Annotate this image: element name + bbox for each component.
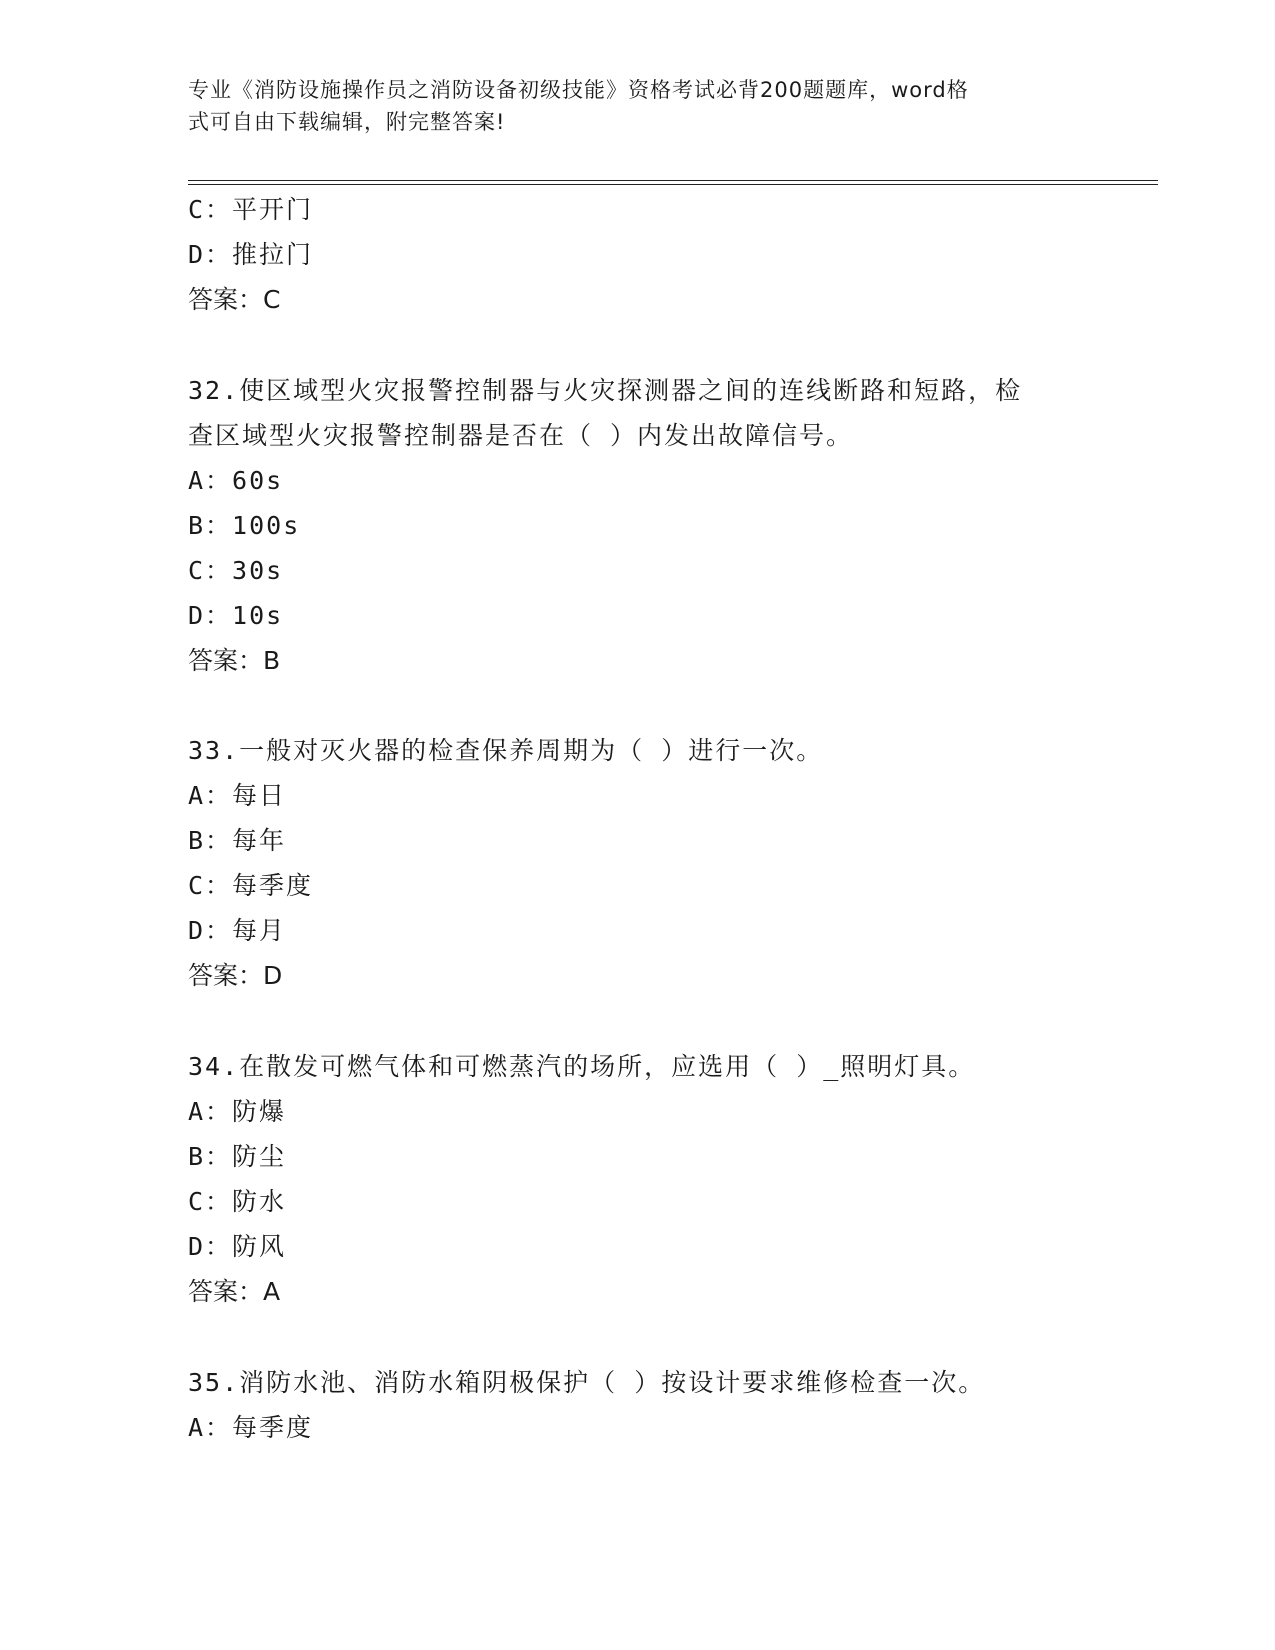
document-header — [188, 74, 1068, 138]
q33-answer: 答案：D — [188, 961, 283, 990]
q33-option-b: B：每年 — [188, 826, 287, 855]
q35-stem: 35.消防水池、消防水箱阴极保护（ ）按设计要求维修检查一次。 — [188, 1368, 986, 1397]
prev-option-c: C：平开门 — [188, 195, 314, 224]
q34-option-d: D：防风 — [188, 1232, 287, 1261]
q35-option-a: A：每季度 — [188, 1413, 314, 1442]
q32-stem-line-1: 32.使区域型火灾报警控制器与火灾探测器之间的连线断路和短路，检 — [188, 376, 1023, 405]
prev-option-d: D：推拉门 — [188, 240, 314, 269]
q34-stem: 34.在散发可燃气体和可燃蒸汽的场所，应选用（ ）_照明灯具。 — [188, 1052, 976, 1081]
q32-stem-line-2: 查区域型火灾报警控制器是否在（ ）内发出故障信号。 — [188, 421, 854, 450]
q32-option-a: A：60s — [188, 466, 284, 495]
header-title-line-2: 式可自由下载编辑，附完整答案! — [188, 110, 506, 134]
q34-option-b: B：防尘 — [188, 1142, 287, 1171]
header-title-line-1: 专业《消防设施操作员之消防设备初级技能》资格考试必背200题题库，word格 — [188, 78, 969, 102]
q32-option-b: B：100s — [188, 511, 301, 540]
q34-answer: 答案：A — [188, 1277, 281, 1306]
q32-option-d: D：10s — [188, 601, 284, 630]
prev-answer: 答案：C — [188, 285, 281, 314]
q34-option-a: A：防爆 — [188, 1097, 287, 1126]
q32-option-c: C：30s — [188, 556, 284, 585]
header-divider-top — [188, 180, 1158, 181]
q33-option-d: D：每月 — [188, 916, 287, 945]
q33-stem: 33.一般对灭火器的检查保养周期为（ ）进行一次。 — [188, 736, 824, 765]
q34-option-c: C：防水 — [188, 1187, 287, 1216]
q33-option-a: A：每日 — [188, 781, 287, 810]
q33-option-c: C：每季度 — [188, 871, 314, 900]
q32-answer: 答案：B — [188, 646, 281, 675]
header-divider-bottom — [188, 184, 1158, 185]
